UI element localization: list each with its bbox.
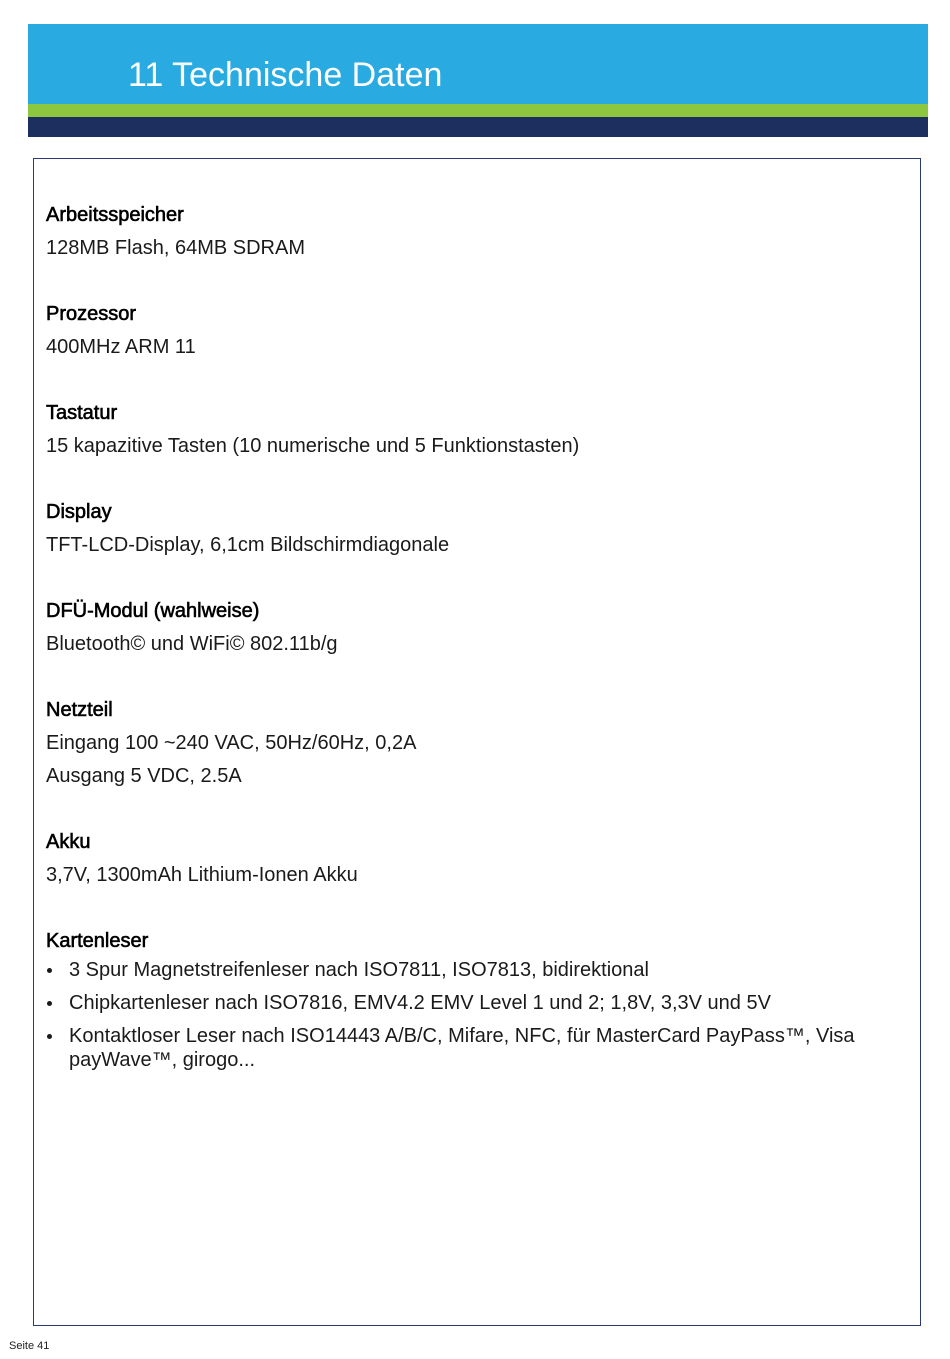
spec-title: Prozessor xyxy=(46,303,137,325)
spec-dfue-modul xyxy=(46,595,896,661)
spec-value: 15 kapazitive Tasten (10 numerische und 5 Funktionstasten) xyxy=(46,435,580,457)
spec-list xyxy=(46,199,896,1105)
page-number: Seite 41 xyxy=(9,1340,50,1352)
spec-display xyxy=(46,496,896,562)
spec-prozessor xyxy=(46,298,896,364)
spec-value-output: Ausgang 5 VDC, 2.5A xyxy=(46,765,242,787)
spec-arbeitsspeicher xyxy=(46,199,896,265)
spec-value: TFT-LCD-Display, 6,1cm Bildschirmdiagonale xyxy=(46,534,450,556)
kartenleser-bullet-list xyxy=(46,958,896,1072)
spec-title: Kartenleser xyxy=(46,930,149,952)
spec-akku xyxy=(46,826,896,892)
page-header xyxy=(28,24,928,137)
page-title: 11 Technische Daten xyxy=(128,56,443,94)
spec-title: Display xyxy=(46,501,112,523)
spec-kartenleser xyxy=(46,925,896,1072)
spec-title: Arbeitsspeicher xyxy=(46,204,184,226)
spec-title: Akku xyxy=(46,831,91,853)
bullet-item: Chipkartenleser nach ISO7816, EMV4.2 EMV Level 1 und 2; 1,8V, 3,3V und 5V xyxy=(46,991,896,1015)
spec-value: Bluetooth© und WiFi© 802.11b/g xyxy=(46,633,338,655)
content-frame xyxy=(33,158,921,1326)
spec-title: Netzteil xyxy=(46,699,113,721)
header-green-stripe xyxy=(28,104,928,117)
spec-value-input: Eingang 100 ~240 VAC, 50Hz/60Hz, 0,2A xyxy=(46,732,417,754)
spec-netzteil xyxy=(46,694,896,793)
spec-title: Tastatur xyxy=(46,402,118,424)
header-navy-stripe xyxy=(28,117,928,137)
spec-title: DFÜ-Modul (wahlweise) xyxy=(46,600,260,622)
spec-tastatur xyxy=(46,397,896,463)
bullet-item: Kontaktloser Leser nach ISO14443 A/B/C, Mifare, NFC, für MasterCard PayPass™, Visa payWave™, girogo... xyxy=(46,1024,896,1072)
spec-value: 128MB Flash, 64MB SDRAM xyxy=(46,237,305,259)
spec-value: 3,7V, 1300mAh Lithium-Ionen Akku xyxy=(46,864,358,886)
bullet-item: 3 Spur Magnetstreifenleser nach ISO7811, ISO7813, bidirektional xyxy=(46,958,896,982)
spec-value: 400MHz ARM 11 xyxy=(46,336,196,358)
